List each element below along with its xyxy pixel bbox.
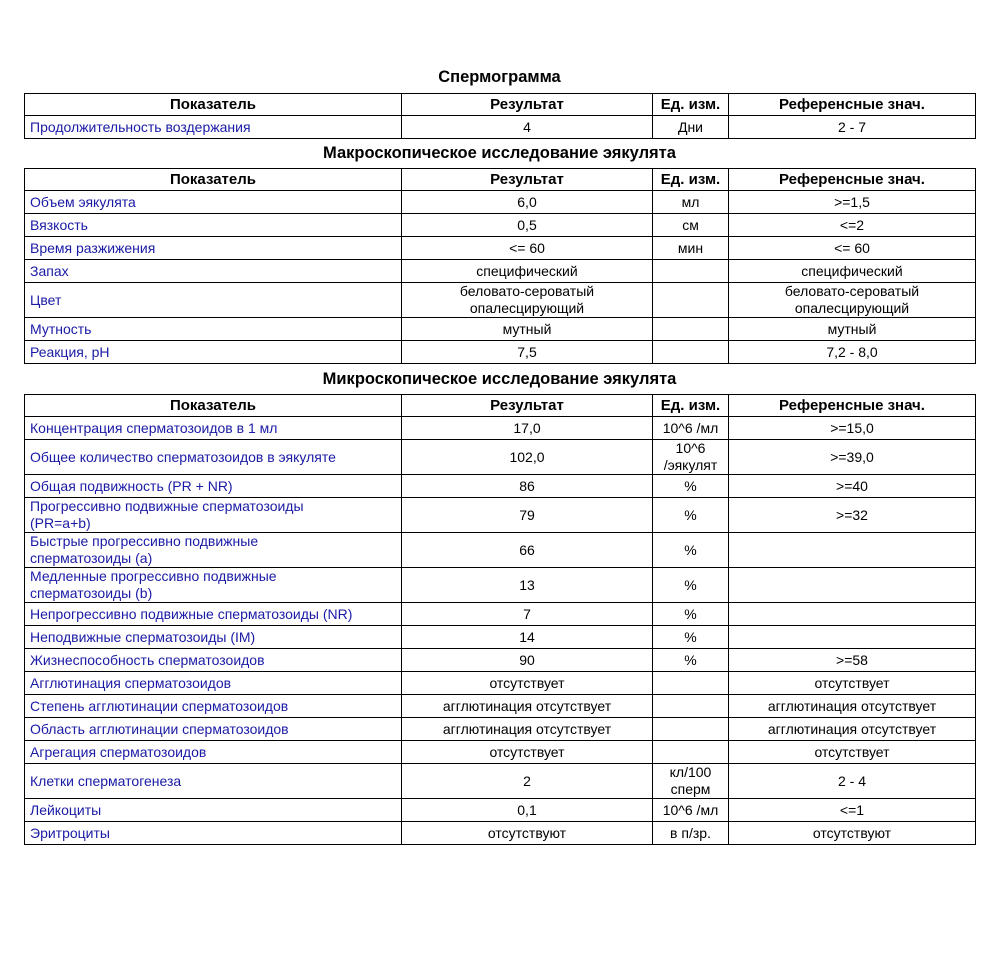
unit-value: %: [653, 603, 729, 626]
header-indicator: Показатель: [25, 94, 402, 116]
indicator-name: Концентрация сперматозоидов в 1 мл: [25, 417, 402, 440]
reference-line: беловато-сероватый: [784, 283, 920, 299]
result-value: отсутствует: [402, 741, 653, 764]
microscopic-table: [24, 394, 976, 845]
reference-value: агглютинация отсутствует: [729, 695, 976, 718]
table-row: [25, 237, 976, 260]
indicator-line: сперматозоиды (a): [30, 550, 153, 566]
unit-value: 10^6 /мл: [653, 417, 729, 440]
unit-value: [653, 440, 729, 475]
header-unit: Ед. изм.: [653, 94, 729, 116]
result-value: 4: [402, 116, 653, 139]
reference-value: агглютинация отсутствует: [729, 718, 976, 741]
unit-value: [653, 341, 729, 364]
header-reference: Референсные знач.: [729, 169, 976, 191]
result-value: 13: [402, 568, 653, 603]
table-header-row: [25, 94, 976, 116]
result-value: <= 60: [402, 237, 653, 260]
abstinence-table: [24, 93, 976, 139]
reference-value: отсутствует: [729, 672, 976, 695]
reference-value: [729, 283, 976, 318]
macroscopic-table: [24, 168, 976, 364]
result-value: 86: [402, 475, 653, 498]
table-row: [25, 214, 976, 237]
reference-value: [729, 533, 976, 568]
table-row: [25, 283, 976, 318]
result-value: 2: [402, 764, 653, 799]
report-sheet: [24, 66, 975, 845]
header-result: Результат: [402, 169, 653, 191]
result-line: беловато-сероватый: [459, 283, 595, 299]
result-value: 7,5: [402, 341, 653, 364]
reference-value: мутный: [729, 318, 976, 341]
unit-value: Дни: [653, 116, 729, 139]
header-unit: Ед. изм.: [653, 169, 729, 191]
table-row: [25, 475, 976, 498]
reference-value: отсутствуют: [729, 822, 976, 845]
unit-value: [653, 741, 729, 764]
table-row: [25, 626, 976, 649]
unit-value: см: [653, 214, 729, 237]
unit-value: %: [653, 626, 729, 649]
result-value: мутный: [402, 318, 653, 341]
reference-value: >=58: [729, 649, 976, 672]
table-row: [25, 568, 976, 603]
indicator-name: Продолжительность воздержания: [25, 116, 402, 139]
unit-value: в п/зр.: [653, 822, 729, 845]
reference-value: [729, 626, 976, 649]
unit-value: [653, 283, 729, 318]
table-row: [25, 822, 976, 845]
table-row: [25, 799, 976, 822]
result-value: 7: [402, 603, 653, 626]
table-header-row: [25, 395, 976, 417]
unit-value: [653, 695, 729, 718]
unit-value: [653, 764, 729, 799]
unit-value: [653, 672, 729, 695]
table-row: [25, 533, 976, 568]
indicator-name: Лейкоциты: [25, 799, 402, 822]
table-row: [25, 764, 976, 799]
indicator-line: Медленные прогрессивно подвижные: [30, 568, 277, 584]
unit-value: 10^6 /мл: [653, 799, 729, 822]
result-value: отсутствуют: [402, 822, 653, 845]
indicator-name: Агглютинация сперматозоидов: [25, 672, 402, 695]
indicator-name: Реакция, pH: [25, 341, 402, 364]
reference-value: специфический: [729, 260, 976, 283]
result-value: 6,0: [402, 191, 653, 214]
unit-value: мл: [653, 191, 729, 214]
indicator-name: Общая подвижность (PR + NR): [25, 475, 402, 498]
reference-value: <= 60: [729, 237, 976, 260]
indicator-name: [25, 568, 402, 603]
result-value: [402, 283, 653, 318]
result-value: 0,1: [402, 799, 653, 822]
unit-line: /эякулят: [663, 457, 718, 473]
result-value: 66: [402, 533, 653, 568]
table-row: [25, 318, 976, 341]
indicator-name: Неподвижные сперматозоиды (IM): [25, 626, 402, 649]
table-row: [25, 741, 976, 764]
reference-value: [729, 603, 976, 626]
reference-value: 2 - 4: [729, 764, 976, 799]
indicator-name: Цвет: [25, 283, 402, 318]
indicator-name: Агрегация сперматозоидов: [25, 741, 402, 764]
table-row: [25, 341, 976, 364]
header-reference: Референсные знач.: [729, 94, 976, 116]
indicator-name: Мутность: [25, 318, 402, 341]
header-unit: Ед. изм.: [653, 395, 729, 417]
reference-value: >=39,0: [729, 440, 976, 475]
result-value: специфический: [402, 260, 653, 283]
header-result: Результат: [402, 395, 653, 417]
reference-value: 2 - 7: [729, 116, 976, 139]
reference-value: >=1,5: [729, 191, 976, 214]
unit-value: %: [653, 649, 729, 672]
table-row: [25, 649, 976, 672]
reference-value: <=1: [729, 799, 976, 822]
header-result: Результат: [402, 94, 653, 116]
unit-value: [653, 718, 729, 741]
indicator-name: Область агглютинации сперматозоидов: [25, 718, 402, 741]
unit-value: %: [653, 533, 729, 568]
result-value: 0,5: [402, 214, 653, 237]
result-value: 90: [402, 649, 653, 672]
result-line: опалесцирующий: [469, 300, 585, 316]
reference-value: <=2: [729, 214, 976, 237]
section-title-macroscopic: Макроскопическое исследование эякулята: [323, 144, 676, 162]
reference-value: >=32: [729, 498, 976, 533]
indicator-name: [25, 498, 402, 533]
header-indicator: Показатель: [25, 395, 402, 417]
table-row: [25, 498, 976, 533]
indicator-name: Вязкость: [25, 214, 402, 237]
header-indicator: Показатель: [25, 169, 402, 191]
indicator-line: сперматозоиды (b): [30, 585, 153, 601]
table-row: [25, 672, 976, 695]
indicator-name: Запах: [25, 260, 402, 283]
result-value: 79: [402, 498, 653, 533]
table-row: [25, 417, 976, 440]
reference-value: 7,2 - 8,0: [729, 341, 976, 364]
reference-line: опалесцирующий: [794, 300, 910, 316]
indicator-name: Степень агглютинации сперматозоидов: [25, 695, 402, 718]
indicator-name: [25, 533, 402, 568]
result-value: агглютинация отсутствует: [402, 695, 653, 718]
table-row: [25, 718, 976, 741]
table-header-row: [25, 169, 976, 191]
unit-value: [653, 318, 729, 341]
result-value: отсутствует: [402, 672, 653, 695]
indicator-name: Клетки сперматогенеза: [25, 764, 402, 799]
reference-value: отсутствует: [729, 741, 976, 764]
table-row: [25, 116, 976, 139]
indicator-line: (PR=a+b): [30, 515, 91, 531]
reference-value: [729, 568, 976, 603]
indicator-name: Общее количество сперматозоидов в эякуляте: [25, 440, 402, 475]
unit-line: 10^6: [675, 440, 706, 456]
reference-value: >=15,0: [729, 417, 976, 440]
indicator-name: Время разжижения: [25, 237, 402, 260]
unit-line: кл/100: [669, 764, 712, 780]
header-reference: Референсные знач.: [729, 395, 976, 417]
table-row: [25, 260, 976, 283]
unit-line: сперм: [670, 781, 711, 797]
unit-value: %: [653, 498, 729, 533]
unit-value: %: [653, 475, 729, 498]
reference-value: >=40: [729, 475, 976, 498]
result-value: 17,0: [402, 417, 653, 440]
unit-value: мин: [653, 237, 729, 260]
page-title: Спермограмма: [438, 68, 561, 86]
unit-value: %: [653, 568, 729, 603]
table-row: [25, 440, 976, 475]
indicator-name: Непрогрессивно подвижные сперматозоиды (NR): [25, 603, 402, 626]
section-title-microscopic: Микроскопическое исследование эякулята: [322, 370, 677, 388]
indicator-name: Эритроциты: [25, 822, 402, 845]
indicator-name: Объем эякулята: [25, 191, 402, 214]
result-value: 102,0: [402, 440, 653, 475]
indicator-line: Быстрые прогрессивно подвижные: [30, 533, 259, 549]
indicator-name: Жизнеспособность сперматозоидов: [25, 649, 402, 672]
indicator-line: Прогрессивно подвижные сперматозоиды: [30, 498, 304, 514]
table-row: [25, 603, 976, 626]
table-row: [25, 191, 976, 214]
result-value: агглютинация отсутствует: [402, 718, 653, 741]
unit-value: [653, 260, 729, 283]
table-row: [25, 695, 976, 718]
result-value: 14: [402, 626, 653, 649]
